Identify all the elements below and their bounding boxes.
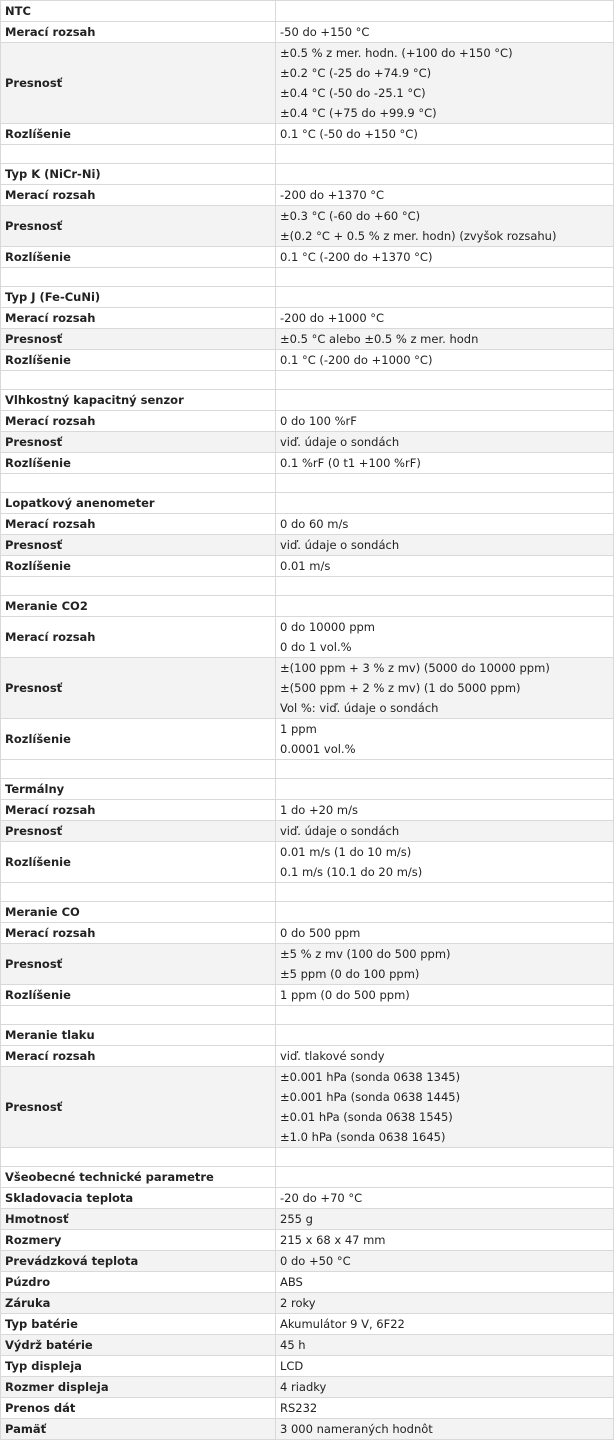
section-header [1,779,614,800]
spec-value-line: ±0.001 hPa (sonda 0638 1345) [280,1070,461,1084]
spec-value-cell [276,658,614,719]
spec-label: Presnosť [1,658,276,719]
spec-row [1,1419,614,1440]
section-header-empty-cell [276,390,614,411]
spec-label: Rozmery [1,1230,276,1251]
spacer-cell [276,145,614,164]
spec-label: Hmotnosť [1,1209,276,1230]
spec-value-cell [276,1272,614,1293]
spec-label: Rozlíšenie [1,350,276,371]
spec-value-line: 0.0001 vol.% [280,742,356,756]
spec-label: Merací rozsah [1,617,276,658]
spec-value-cell [276,1419,614,1440]
spec-row [1,1188,614,1209]
spec-row [1,453,614,474]
spec-value-line: -50 do +150 °C [280,25,370,39]
spec-value-line: 0 do 60 m/s [280,517,349,531]
section-header [1,1,614,22]
spacer-row [1,268,614,287]
spec-value-line: 215 x 68 x 47 mm [280,1233,386,1247]
spec-table-body [1,1,614,1440]
spec-label: Presnosť [1,43,276,124]
spec-value-line: 1 ppm [280,722,317,736]
spacer-row [1,760,614,779]
section-header-empty-cell [276,164,614,185]
spec-row [1,1335,614,1356]
spec-row [1,22,614,43]
spec-label: Presnosť [1,944,276,985]
spec-row [1,1314,614,1335]
spec-row [1,658,614,719]
section-title: NTC [1,1,276,22]
spacer-cell [276,1006,614,1025]
section-header-empty-cell [276,1025,614,1046]
spec-value-line: 1 do +20 m/s [280,803,358,817]
section-header-empty-cell [276,493,614,514]
spec-value-line: ±(500 ppm + 2 % z mv) (1 do 5000 ppm) [280,681,521,695]
spec-label: Presnosť [1,1067,276,1148]
section-header-empty-cell [276,1167,614,1188]
spec-value-line: 2 roky [280,1296,316,1310]
spec-value-cell [276,1356,614,1377]
section-header [1,493,614,514]
spec-row [1,1046,614,1067]
section-header-empty-cell [276,596,614,617]
spec-label: Presnosť [1,432,276,453]
spec-label: Rozlíšenie [1,124,276,145]
spec-value-cell [276,1188,614,1209]
spacer-row [1,145,614,164]
spec-value-line: viď. údaje o sondách [280,435,400,449]
spec-label: Rozlíšenie [1,247,276,268]
section-title: Lopatkový anenometer [1,493,276,514]
spec-row [1,1293,614,1314]
spec-value-line: 1 ppm (0 do 500 ppm) [280,988,410,1002]
spacer-cell [1,268,276,287]
spec-value-line: 0 do +50 °C [280,1254,351,1268]
spec-value-line: ±0.01 hPa (sonda 0638 1545) [280,1110,453,1124]
spec-value-line: 0.01 m/s [280,559,331,573]
spec-value-cell [276,1335,614,1356]
spec-value-line: ±5 ppm (0 do 100 ppm) [280,967,420,981]
spec-label: Merací rozsah [1,22,276,43]
spec-value-line: 0 do 1 vol.% [280,640,352,654]
spec-value-line: ±0.5 % z mer. hodn. (+100 do +150 °C) [280,46,513,60]
spec-row [1,350,614,371]
spec-row [1,821,614,842]
spec-row [1,1067,614,1148]
spec-label: Presnosť [1,821,276,842]
spec-value-cell [276,1314,614,1335]
spec-value-line: 0.01 m/s (1 do 10 m/s) [280,845,412,859]
spacer-cell [276,371,614,390]
spec-value-line: Akumulátor 9 V, 6F22 [280,1317,405,1331]
section-title: Meranie CO2 [1,596,276,617]
spec-value-line: 0.1 °C (-50 do +150 °C) [280,127,418,141]
spec-value-cell [276,124,614,145]
spec-row [1,185,614,206]
spec-row [1,556,614,577]
spec-value-cell [276,944,614,985]
spec-value-cell [276,185,614,206]
spec-label: Záruka [1,1293,276,1314]
spec-label: Skladovacia teplota [1,1188,276,1209]
spacer-row [1,371,614,390]
spacer-cell [276,577,614,596]
spec-row [1,1230,614,1251]
spec-label: Rozlíšenie [1,719,276,760]
spacer-cell [276,268,614,287]
spacer-cell [1,760,276,779]
spec-row [1,985,614,1006]
spec-row [1,1356,614,1377]
spec-value-line: ±0.4 °C (-50 do -25.1 °C) [280,86,426,100]
section-title: Všeobecné technické parametre [1,1167,276,1188]
spacer-row [1,1148,614,1167]
spec-label: Presnosť [1,329,276,350]
spec-value-line: ±(100 ppm + 3 % z mv) (5000 do 10000 ppm) [280,661,550,675]
spec-value-line: ±0.5 °C alebo ±0.5 % z mer. hodn [280,332,479,346]
spec-value-line: ±(0.2 °C + 0.5 % z mer. hodn) (zvyšok rozsahu) [280,229,557,243]
spec-label: Merací rozsah [1,923,276,944]
spec-value-line: 3 000 nameraných hodnôt [280,1422,433,1436]
spec-row [1,1251,614,1272]
spacer-cell [1,474,276,493]
spec-label: Typ displeja [1,1356,276,1377]
spec-label: Rozlíšenie [1,842,276,883]
spec-value-cell [276,617,614,658]
spec-value-cell [276,206,614,247]
spacer-cell [1,577,276,596]
spec-value-line: ±0.4 °C (+75 do +99.9 °C) [280,106,437,120]
spacer-cell [1,1006,276,1025]
section-title: Meranie tlaku [1,1025,276,1046]
spec-row [1,124,614,145]
spec-row [1,43,614,124]
spec-row [1,923,614,944]
section-header [1,1167,614,1188]
spec-label: Merací rozsah [1,185,276,206]
spec-label: Prevádzková teplota [1,1251,276,1272]
section-title: Meranie CO [1,902,276,923]
spec-value-cell [276,1046,614,1067]
spec-label: Merací rozsah [1,411,276,432]
spec-row [1,1272,614,1293]
spacer-cell [1,1148,276,1167]
spec-value-cell [276,432,614,453]
spec-value-line: ±0.3 °C (-60 do +60 °C) [280,209,421,223]
spec-value-line: viď. údaje o sondách [280,538,400,552]
spec-label: Rozlíšenie [1,453,276,474]
spec-label: Merací rozsah [1,800,276,821]
spec-value-cell [276,1067,614,1148]
spec-row [1,800,614,821]
spec-value-cell [276,800,614,821]
spec-row [1,535,614,556]
spec-value-cell [276,923,614,944]
spacer-cell [276,883,614,902]
spec-value-line: viď. tlakové sondy [280,1049,385,1063]
spec-row [1,206,614,247]
spec-value-line: ABS [280,1275,303,1289]
spec-row [1,432,614,453]
spec-value-cell [276,1251,614,1272]
section-header [1,1025,614,1046]
section-title: Typ K (NiCr-Ni) [1,164,276,185]
spec-value-cell [276,350,614,371]
spec-value-line: 0.1 m/s (10.1 do 20 m/s) [280,865,423,879]
spec-row [1,617,614,658]
spec-value-cell [276,1293,614,1314]
spec-value-line: 255 g [280,1212,313,1226]
spec-row [1,514,614,535]
spec-value-line: 0.1 °C (-200 do +1000 °C) [280,353,433,367]
spec-value-cell [276,535,614,556]
spec-row [1,842,614,883]
section-header [1,596,614,617]
spec-value-line: 0.1 °C (-200 do +1370 °C) [280,250,433,264]
spec-value-line: 0 do 10000 ppm [280,620,376,634]
spec-row [1,1398,614,1419]
spec-value-cell [276,308,614,329]
spec-label: Výdrž batérie [1,1335,276,1356]
spec-value-line: viď. údaje o sondách [280,824,400,838]
spec-value-cell [276,556,614,577]
spec-value-cell [276,1209,614,1230]
spec-value-line: 4 riadky [280,1380,327,1394]
spec-label: Merací rozsah [1,1046,276,1067]
spec-value-line: LCD [280,1359,304,1373]
spec-value-line: ±5 % z mv (100 do 500 ppm) [280,947,451,961]
spec-value-cell [276,43,614,124]
spec-row [1,247,614,268]
spec-row [1,1377,614,1398]
spec-value-line: -20 do +70 °C [280,1191,363,1205]
section-header-empty-cell [276,1,614,22]
spec-label: Rozlíšenie [1,556,276,577]
spec-label: Rozlíšenie [1,985,276,1006]
spec-label: Presnosť [1,535,276,556]
spec-value-line: 0.1 %rF (0 t1 +100 %rF) [280,456,421,470]
section-header-empty-cell [276,287,614,308]
spec-value-line: ±0.2 °C (-25 do +74.9 °C) [280,66,432,80]
spec-label: Presnosť [1,206,276,247]
spacer-row [1,474,614,493]
spec-label: Púzdro [1,1272,276,1293]
spacer-cell [1,883,276,902]
spec-value-cell [276,514,614,535]
spec-label: Prenos dát [1,1398,276,1419]
spec-value-line: 0 do 500 ppm [280,926,361,940]
section-header [1,287,614,308]
spec-value-line: Vol %: viď. údaje o sondách [280,701,439,715]
spec-row [1,944,614,985]
section-header [1,164,614,185]
spec-value-cell [276,1377,614,1398]
spacer-cell [1,145,276,164]
section-header-empty-cell [276,779,614,800]
spacer-cell [276,1148,614,1167]
spec-value-cell [276,1230,614,1251]
spec-value-cell [276,842,614,883]
spec-label: Merací rozsah [1,514,276,535]
spec-value-cell [276,329,614,350]
spec-value-line: RS232 [280,1401,318,1415]
section-header [1,390,614,411]
spec-value-line: ±0.001 hPa (sonda 0638 1445) [280,1090,461,1104]
spec-row [1,411,614,432]
section-header-empty-cell [276,902,614,923]
spec-label: Merací rozsah [1,308,276,329]
spec-value-cell [276,821,614,842]
spacer-cell [276,474,614,493]
section-title: Vlhkostný kapacitný senzor [1,390,276,411]
spec-value-cell [276,22,614,43]
spec-value-cell [276,719,614,760]
section-header [1,902,614,923]
spec-label: Typ batérie [1,1314,276,1335]
spec-value-line: 0 do 100 %rF [280,414,357,428]
section-title: Termálny [1,779,276,800]
spec-value-cell [276,411,614,432]
spacer-row [1,883,614,902]
spec-value-line: -200 do +1000 °C [280,311,385,325]
spec-value-line: -200 do +1370 °C [280,188,385,202]
spec-row [1,719,614,760]
spec-value-cell [276,1398,614,1419]
spec-row [1,1209,614,1230]
spacer-row [1,1006,614,1025]
spec-label: Pamäť [1,1419,276,1440]
spec-label: Rozmer displeja [1,1377,276,1398]
spec-value-cell [276,985,614,1006]
spacer-row [1,577,614,596]
spec-value-line: 45 h [280,1338,306,1352]
spacer-cell [1,371,276,390]
spec-row [1,329,614,350]
spec-value-cell [276,453,614,474]
spacer-cell [276,760,614,779]
spec-value-line: ±1.0 hPa (sonda 0638 1645) [280,1130,446,1144]
spec-value-cell [276,247,614,268]
section-title: Typ J (Fe-CuNi) [1,287,276,308]
spec-row [1,308,614,329]
